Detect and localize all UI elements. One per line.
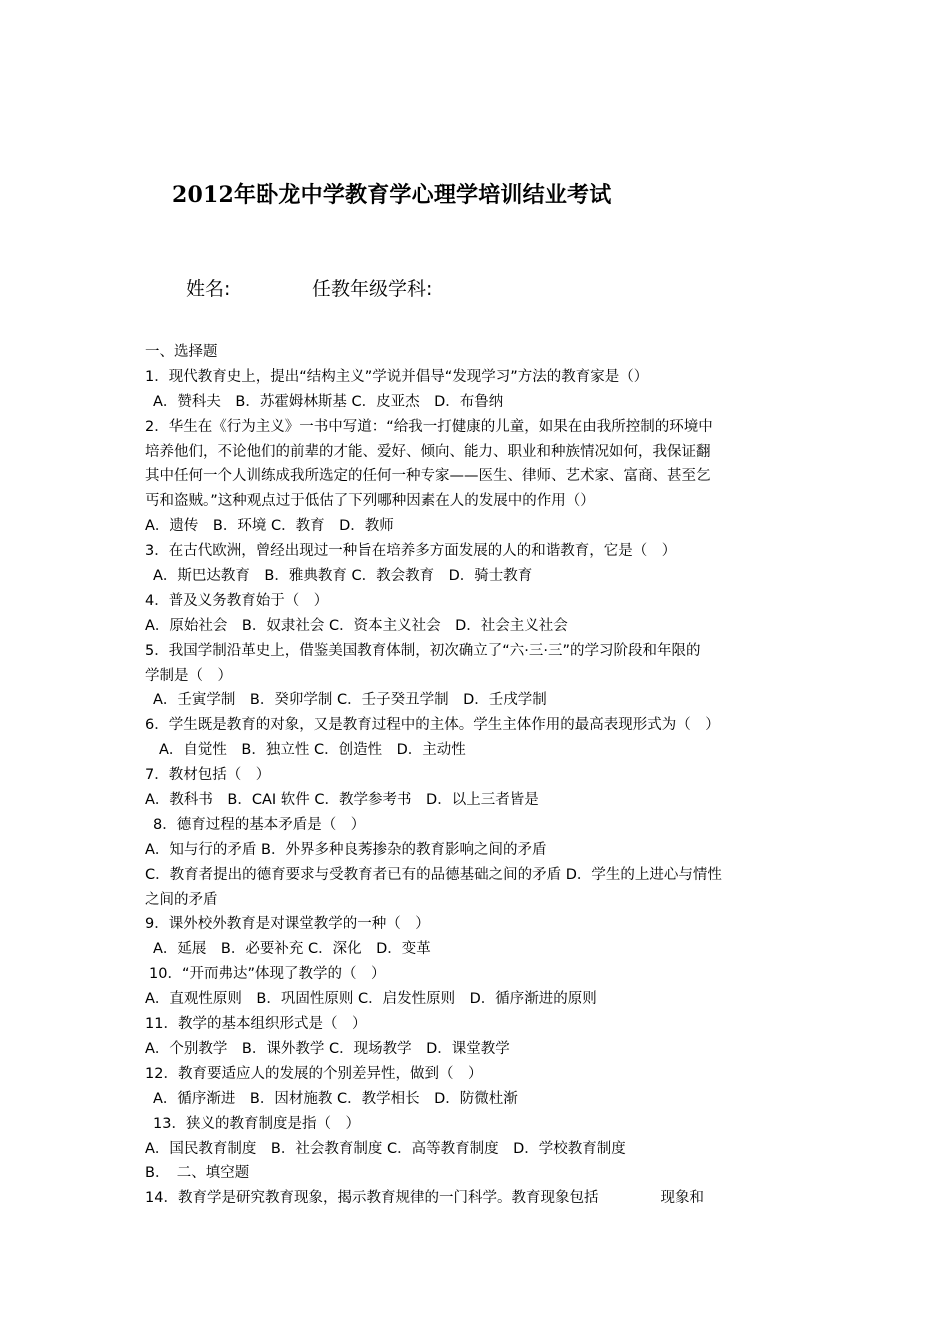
question-6: 6．学生既是教育的对象，又是教育过程中的主体。学生主体作用的最高表现形式为（ ） xyxy=(145,717,720,734)
question-13: 13．狭义的教育制度是指（ ） xyxy=(153,1115,360,1132)
question-8-options-line-1: A．知与行的矛盾 B．外界多种良莠掺杂的教育影响之间的矛盾 xyxy=(145,841,547,858)
section-heading-choice: 一、选择题 xyxy=(145,344,218,360)
name-label: 姓名: xyxy=(186,278,231,300)
question-2-line-1: 2．华生在《行为主义》一书中写道：“给我一打健康的儿童，如果在由我所控制的环境中 xyxy=(145,418,713,435)
question-14-text: 14．教育学是研究教育现象，揭示教育规律的一门科学。教育现象包括 xyxy=(145,1190,599,1207)
exam-body xyxy=(145,340,810,1211)
question-8-options-line-2: C．教育者提出的德育要求与受教育者已有的品德基础之间的矛盾 D．学生的上进心与情性 xyxy=(145,866,722,883)
question-11-options: A．个别教学 B．课外教学 C．现场教学 D．课堂教学 xyxy=(145,1040,510,1057)
section-heading-fill-blank: B． 二、填空题 xyxy=(145,1165,250,1182)
question-1-options: A．赞科夫 B．苏霍姆林斯基 C．皮亚杰 D．布鲁纳 xyxy=(153,393,504,410)
question-13-options: A．国民教育制度 B．社会教育制度 C．高等教育制度 D．学校教育制度 xyxy=(145,1140,626,1157)
page-title: 2012年卧龙中学教育学心理学培训结业考试 xyxy=(172,182,612,208)
question-10-options: A．直观性原则 B．巩固性原则 C．启发性原则 D．循序渐进的原则 xyxy=(145,991,597,1008)
question-2-options: A．遗传 B．环境 C．教育 D．教师 xyxy=(145,518,394,535)
grade-subject-label: 任教年级学科: xyxy=(312,278,433,300)
question-14-text-end: 现象和 xyxy=(660,1190,704,1207)
question-5-options: A．壬寅学制 B．癸卯学制 C．壬子癸丑学制 D．壬戌学制 xyxy=(153,692,547,709)
question-9: 9．课外校外教育是对课堂教学的一种（ ） xyxy=(145,916,430,933)
question-11: 11．教学的基本组织形式是（ ） xyxy=(145,1016,367,1033)
question-8: 8．德育过程的基本矛盾是（ ） xyxy=(153,816,366,833)
question-1: 1．现代教育史上，提出“结构主义”学说并倡导“发现学习”方法的教育家是（） xyxy=(145,368,649,385)
question-8-options-line-3: 之间的矛盾 xyxy=(145,891,218,908)
question-2-line-3: 其中任何一个人训练成我所选定的任何一种专家——医生、律师、艺术家、富商、甚至乞 xyxy=(145,468,711,485)
question-3: 3．在古代欧洲，曾经出现过一种旨在培养多方面发展的人的和谐教育，它是（ ） xyxy=(145,543,677,560)
question-7-options: A．教科书 B．CAI 软件 C．教学参考书 D．以上三者皆是 xyxy=(145,792,539,809)
question-4-options: A．原始社会 B．奴隶社会 C．资本主义社会 D．社会主义社会 xyxy=(145,617,568,634)
question-12: 12．教育要适应人的发展的个别差异性，做到（ ） xyxy=(145,1065,483,1082)
question-12-options: A．循序渐进 B．因材施教 C．教学相长 D．防微杜渐 xyxy=(153,1090,518,1107)
question-2-line-2: 培养他们，不论他们的前辈的才能、爱好、倾向、能力、职业和种族情况如何，我保证翻 xyxy=(145,443,711,460)
question-14 xyxy=(145,1186,810,1211)
question-5-line-2: 学制是（ ） xyxy=(145,667,232,684)
question-3-options: A．斯巴达教育 B．雅典教育 C．教会教育 D．骑士教育 xyxy=(153,568,533,585)
question-4: 4．普及义务教育始于（ ） xyxy=(145,592,329,609)
question-10: 10．“开而弗达”体现了教学的（ ） xyxy=(149,966,386,983)
question-6-options: A．自觉性 B．独立性 C．创造性 D．主动性 xyxy=(159,742,466,759)
question-2-line-4: 丐和盗贼。”这种观点过于低估了下列哪种因素在人的发展中的作用（） xyxy=(145,493,595,510)
question-9-options: A．延展 B．必要补充 C．深化 D．变革 xyxy=(153,941,431,958)
question-7: 7．教材包括（ ） xyxy=(145,767,271,784)
question-5-line-1: 5．我国学制沿革史上，借鉴美国教育体制，初次确立了“六·三·三”的学习阶段和年限的 xyxy=(145,642,701,659)
